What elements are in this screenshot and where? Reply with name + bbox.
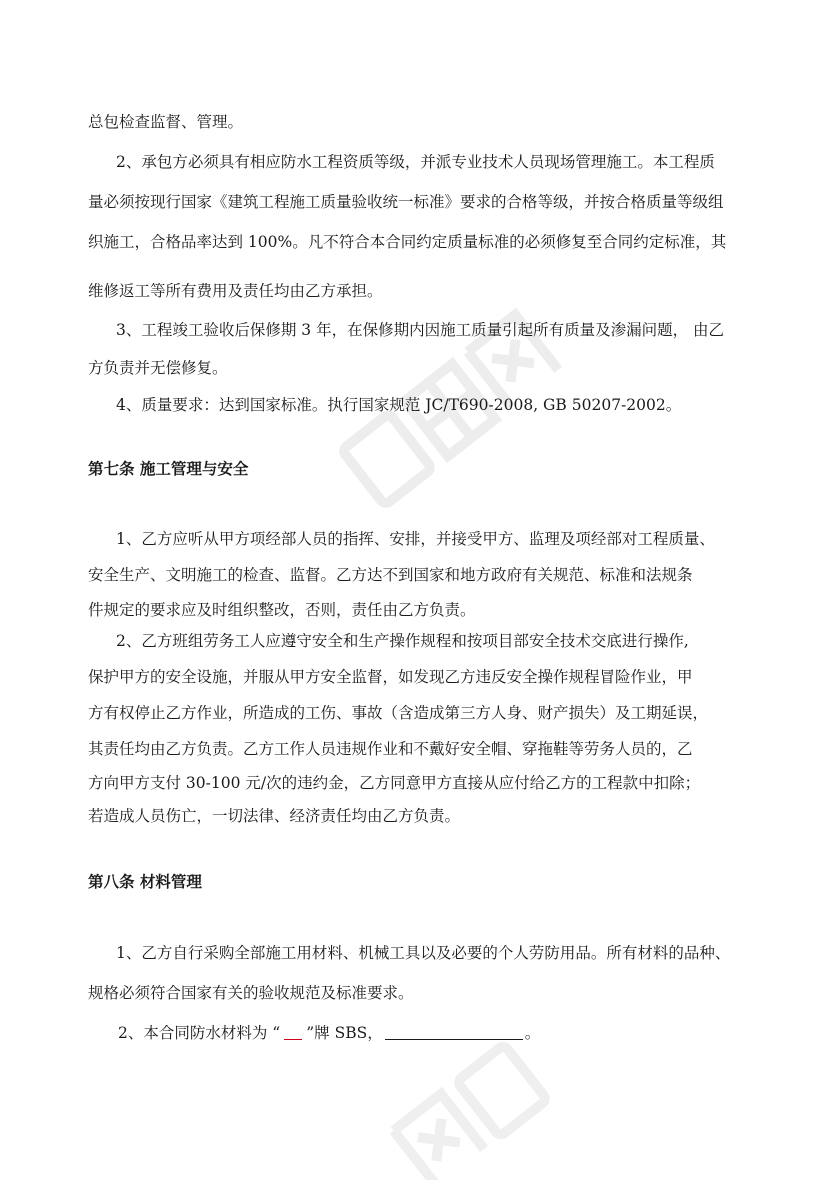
brand-blank — [284, 1023, 302, 1040]
paragraph-line: 2、承包方必须具有相应防水工程资质等级，并派专业技术人员现场管理施工。本工程质 — [116, 153, 715, 171]
paragraph-line: 保护甲方的安全设施，并服从甲方安全监督，如发现乙方违反安全操作规程冒险作业，甲 — [88, 668, 693, 686]
paragraph-line: 织施工，合格品率达到 100%。凡不符合本合同约定质量标准的必须修复至合同约定标准，其 — [88, 233, 727, 251]
spec-blank — [385, 1023, 523, 1040]
brand-prefix: 2、本合同防水材料为 “ — [118, 1024, 281, 1042]
paragraph-line: 件规定的要求应及时组织整改，否则，责任由乙方负责。 — [88, 601, 476, 619]
paragraph-line: 方有权停止乙方作业，所造成的工伤、事故（含造成第三方人身、财产损失）及工期延误， — [88, 704, 709, 722]
paragraph-line: 其责任均由乙方负责。乙方工作人员违规作业和不戴好安全帽、穿拖鞋等劳务人员的，乙 — [88, 740, 693, 758]
paragraph-line: 1、乙方自行采购全部施工用材料、机械工具以及必要的个人劳防用品。所有材料的品种、 — [116, 944, 731, 962]
paragraph-line: 4、质量要求：达到国家标准。执行国家规范 JC/T690-2008, GB 50207-2002。 — [116, 396, 682, 414]
paragraph-line: 方负责并无偿修复。 — [88, 359, 228, 377]
paragraph-line: 1、乙方应听从甲方项经部人员的指挥、安排，并接受甲方、监理及项经部对工程质量、 — [116, 530, 715, 548]
section-heading: 第八条 材料管理 — [88, 872, 202, 891]
paragraph-line: 量必须按现行国家《建筑工程施工质量验收统一标准》要求的合格等级，并按合格质量等级组 — [88, 193, 724, 211]
paragraph-line: 2、乙方班组劳务工人应遵守安全和生产操作规程和按项目部安全技术交底进行操作, — [116, 632, 689, 650]
paragraph-line: 维修返工等所有费用及责任均由乙方承担。 — [88, 282, 383, 300]
paragraph-line: 规格必须符合国家有关的验收规范及标准要求。 — [88, 984, 414, 1002]
material-brand-line — [118, 1023, 540, 1043]
brand-suffix: ”牌 SBS， — [306, 1024, 383, 1042]
paragraph-line: 方向甲方支付 30-100 元/次的违约金，乙方同意甲方直接从应付给乙方的工程款中扣除； — [88, 774, 701, 792]
paragraph-line: 总包检查监督、管理。 — [88, 113, 244, 131]
paragraph-line: 若造成人员伤亡，一切法律、经济责任均由乙方负责。 — [88, 807, 461, 825]
paragraph-line: 安全生产、文明施工的检查、监督。乙方达不到国家和地方政府有关规范、标准和法规条 — [88, 566, 693, 584]
section-heading: 第七条 施工管理与安全 — [88, 459, 249, 478]
line-end-period: 。 — [524, 1024, 541, 1042]
paragraph-line: 3、工程竣工验收后保修期 3 年，在保修期内因施工质量引起所有质量及渗漏问题， 由乙 — [116, 321, 725, 339]
